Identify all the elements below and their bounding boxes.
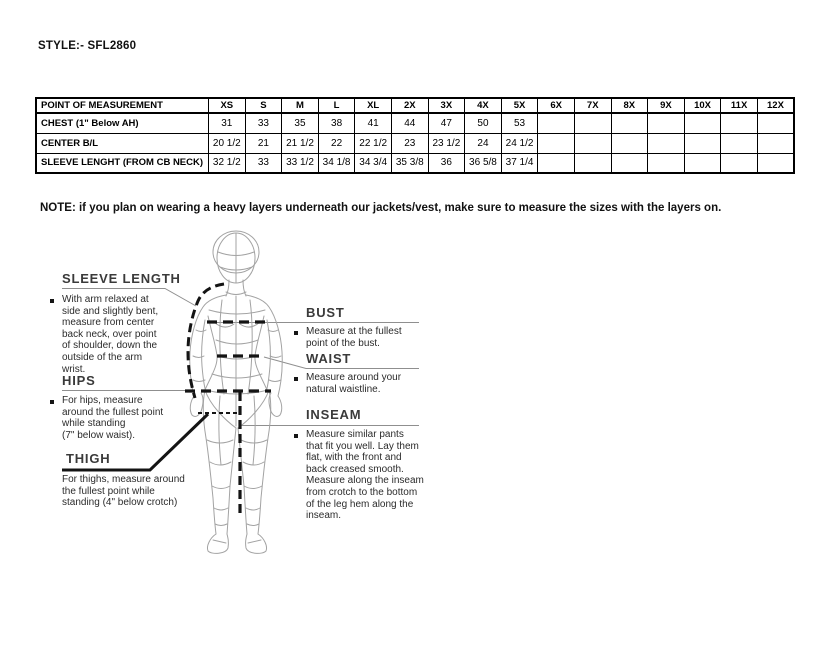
- row-label: SLEEVE LENGHT (FROM CB NECK): [36, 153, 209, 173]
- section-title-waist: WAIST: [306, 351, 352, 366]
- size-cell: [757, 153, 794, 173]
- table-header-cell: XS: [209, 98, 246, 113]
- table-header-cell: POINT OF MEASUREMENT: [36, 98, 209, 113]
- size-table: [35, 97, 795, 174]
- size-cell: [648, 113, 685, 133]
- size-cell: 22 1/2: [355, 133, 392, 153]
- sleeve-measure-line: [188, 284, 224, 398]
- bullet-square-icon: [50, 299, 54, 303]
- size-cell: 36 5/8: [465, 153, 502, 173]
- size-cell: 44: [391, 113, 428, 133]
- size-cell: [538, 113, 575, 133]
- size-cell: 23 1/2: [428, 133, 465, 153]
- waist-instructions: Measure around your natural waistline.: [306, 372, 402, 395]
- size-cell: 33 1/2: [282, 153, 319, 173]
- table-header-cell: 6X: [538, 98, 575, 113]
- size-cell: [648, 153, 685, 173]
- size-cell: [721, 113, 758, 133]
- size-cell: 24 1/2: [501, 133, 538, 153]
- table-row: [36, 113, 794, 133]
- table-header-cell: 8X: [611, 98, 648, 113]
- size-cell: [574, 113, 611, 133]
- size-cell: [611, 153, 648, 173]
- hips-instructions: For hips, measure around the fullest point while standing (7" below waist).: [62, 395, 164, 441]
- table-header-cell: S: [245, 98, 282, 113]
- size-cell: 50: [465, 113, 502, 133]
- size-cell: 36: [428, 153, 465, 173]
- table-header-cell: 2X: [391, 98, 428, 113]
- section-title-sleeve-length: SLEEVE LENGTH: [62, 271, 181, 286]
- table-header-row: [36, 98, 794, 113]
- section-title-inseam: INSEAM: [306, 407, 362, 422]
- bullet-square-icon: [294, 377, 298, 381]
- table-header-cell: 7X: [574, 98, 611, 113]
- table-header-cell: M: [282, 98, 319, 113]
- size-cell: 41: [355, 113, 392, 133]
- section-title-bust: BUST: [306, 305, 345, 320]
- table-header-cell: 3X: [428, 98, 465, 113]
- size-cell: [684, 153, 721, 173]
- table-header-cell: 4X: [465, 98, 502, 113]
- size-cell: [574, 153, 611, 173]
- size-cell: [611, 133, 648, 153]
- size-cell: 22: [318, 133, 355, 153]
- size-cell: [757, 133, 794, 153]
- size-cell: [721, 133, 758, 153]
- size-cell: 47: [428, 113, 465, 133]
- bullet-square-icon: [50, 400, 54, 404]
- size-cell: [684, 133, 721, 153]
- table-header-cell: 10X: [684, 98, 721, 113]
- table-header-cell: 12X: [757, 98, 794, 113]
- bullet-square-icon: [294, 434, 298, 438]
- size-cell: 35: [282, 113, 319, 133]
- size-cell: [648, 133, 685, 153]
- table-header-cell: XL: [355, 98, 392, 113]
- table-header-cell: 9X: [648, 98, 685, 113]
- bust-instructions: Measure at the fullest point of the bust.: [306, 326, 402, 349]
- section-title-thigh: THIGH: [66, 451, 111, 466]
- size-cell: 21 1/2: [282, 133, 319, 153]
- size-cell: [684, 113, 721, 133]
- size-cell: 32 1/2: [209, 153, 246, 173]
- size-cell: [538, 153, 575, 173]
- size-cell: [721, 153, 758, 173]
- section-title-hips: HIPS: [62, 373, 96, 388]
- row-label: CHEST (1" Below AH): [36, 113, 209, 133]
- size-cell: 20 1/2: [209, 133, 246, 153]
- size-cell: [538, 133, 575, 153]
- size-cell: 53: [501, 113, 538, 133]
- size-cell: 24: [465, 133, 502, 153]
- table-header-cell: 11X: [721, 98, 758, 113]
- sleeve-length-instructions: With arm relaxed at side and slightly bent, measure from center back neck, over point of shoulder, down the outside of the arm wrist.: [62, 294, 159, 375]
- size-cell: 31: [209, 113, 246, 133]
- table-header-cell: 5X: [501, 98, 538, 113]
- thigh-instructions: For thighs, measure around the fullest point while standing (4" below crotch): [62, 474, 185, 509]
- size-cell: [611, 113, 648, 133]
- table-row: [36, 133, 794, 153]
- size-cell: 34 1/8: [318, 153, 355, 173]
- size-cell: 33: [245, 113, 282, 133]
- size-cell: 23: [391, 133, 428, 153]
- inseam-instructions: Measure similar pants that fit you well. Lay them flat, with the front and back creased smooth. Measure along the inseam from crotch to the bottom of the leg hem along the inseam.: [306, 429, 424, 522]
- size-cell: 37 1/4: [501, 153, 538, 173]
- table-row: [36, 153, 794, 173]
- bullet-square-icon: [294, 331, 298, 335]
- style-label: STYLE:- SFL2860: [38, 40, 137, 52]
- table-header-cell: L: [318, 98, 355, 113]
- size-cell: 34 3/4: [355, 153, 392, 173]
- size-cell: 38: [318, 113, 355, 133]
- body-outline: [190, 231, 283, 553]
- size-cell: [757, 113, 794, 133]
- size-cell: [574, 133, 611, 153]
- size-cell: 35 3/8: [391, 153, 428, 173]
- size-cell: 21: [245, 133, 282, 153]
- row-label: CENTER B/L: [36, 133, 209, 153]
- size-cell: 33: [245, 153, 282, 173]
- note-text: NOTE: if you plan on wearing a heavy layers underneath our jackets/vest, make sure to measure the sizes with the layers on.: [40, 202, 722, 214]
